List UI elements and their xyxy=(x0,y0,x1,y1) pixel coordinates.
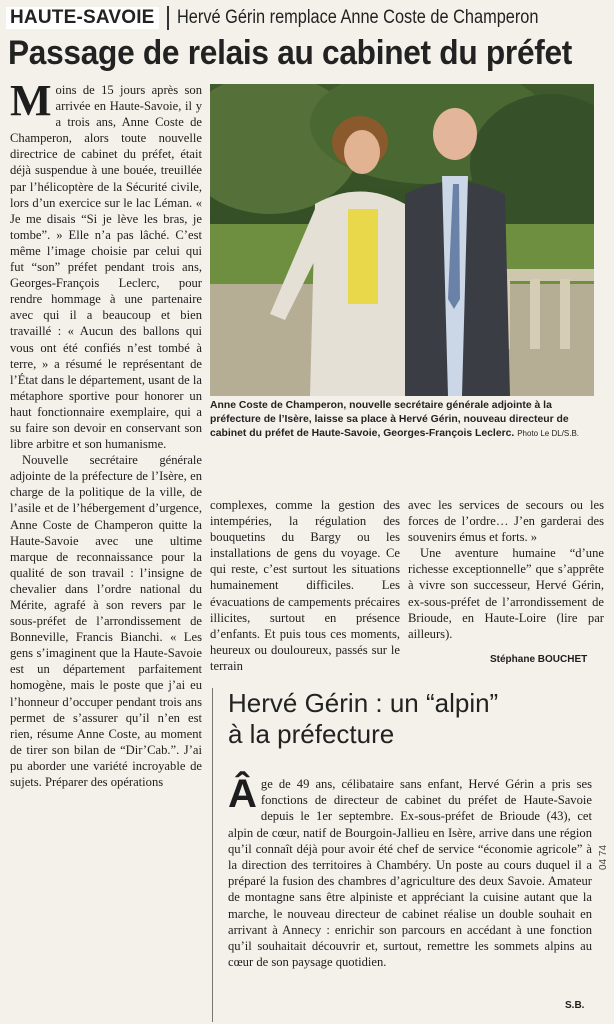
article-column-1 xyxy=(10,76,202,790)
headline: Passage de relais au cabinet du préfet xyxy=(8,34,573,72)
article-column-3 xyxy=(408,497,604,642)
photo-caption xyxy=(210,399,600,441)
article-photo xyxy=(210,84,594,396)
photo-caption-text: Anne Coste de Champeron, nouvelle secrétaire générale adjointe à la préfecture de l’Isère, laisse sa place à Hervé Gérin, nouveau directeur de cabinet du préfet de Haute-Savoie, Georges-François Leclerc. xyxy=(210,400,569,439)
box-dropcap: Â xyxy=(228,772,257,816)
article-paragraph-text: oins de 15 jours après son arrivée en Haute-Savoie, il y a trois ans, Anne Coste de Champeron, alors toute nouvelle directrice de cabinet du préfet, était déjà suspendue à une bouée, treuillée par l’hélicoptère de la Sécurité civile, lors d’un exercice sur le lac Léman. « Je me disais “Si je lève les bras, je tombe”. » Elle n’a pas lâché. C’est même l’image choisie par celui qui fut “son” préfet pendant trois ans, Georges-François Leclerc, pour rendre hommage à une partenaire avec qui il a beaucoup et bien travaillé : « Aucun des ballons qui vous ont été confiés n’est tombé à terre, » a résumé le représentant de l’État dans le département, usant de la métaphore sportive pour honorer un haut fonctionnaire exemplaire, qui a su faire son devoir en conservant son libre arbitre et son humanisme. xyxy=(10,83,202,452)
article-dropcap: M xyxy=(10,76,52,125)
photo-credit: Photo Le DL/S.B. xyxy=(517,429,580,438)
page-stamp: 04 74 xyxy=(598,844,609,870)
box-text xyxy=(228,772,592,970)
rubric-label: HAUTE-SAVOIE xyxy=(6,7,159,29)
article-author: Stéphane BOUCHET xyxy=(490,654,588,665)
box-title-line-2: à la préfecture xyxy=(228,719,395,749)
article-paragraph xyxy=(10,76,202,452)
box-title xyxy=(228,688,498,750)
rubric xyxy=(6,4,597,32)
rubric-subtitle: Hervé Gérin remplace Anne Coste de Champeron xyxy=(176,7,539,28)
rubric-divider xyxy=(167,6,169,30)
article-paragraph: complexes, comme la gestion des intempéries, la régulation des bouquetins du Bargy ou les installations de gens du voyage. Ce qui reste, c’est surtout les situations humainement difficiles. Les évacuations de campements précaires illicites, surtout en présence d’enfants. Et puis tous ces moments, heureux ou douloureux, passés sur le terrain xyxy=(210,498,400,673)
article-paragraph: Une aventure humaine “d’une richesse exceptionnelle” que s’apprête à vivre son successeur, Hervé Gérin, ex-sous-préfet de l’arrondissement de Brioude, en Haute-Loire (lire par ailleurs). xyxy=(408,546,604,641)
box-title-line-1: Hervé Gérin : un “alpin” xyxy=(228,688,499,718)
article-column-2 xyxy=(210,497,400,674)
box-paragraph: ge de 49 ans, célibataire sans enfant, Hervé Gérin a pris ses fonctions de directeur de cabinet du préfet de Haute-Savoie depuis le 1er septembre. Ex-sous-préfet de Brioude (43), cet alpin de cœur, natif de Bourgoin-Jallieu en Isère, arrive dans une région qu’il connaît déjà pour avoir été chef de service “économie agricole” à la direction des territoires à Chambéry. Un poste au cours duquel il a préparé la fusion des chambres d’agriculture des deux Savoie. Amateur de montagne sans être alpiniste et appréciant la cuisine autant que la marche, le nouveau directeur de cabinet réalise un double souhait en arrivant à Annecy : enrichir son parcours en accédant à une fonction qu’il souhaitait découvrir et, surtout, remettre les sommets alpins au cœur de son paysage quotidien. xyxy=(228,777,592,970)
box-signature: S.B. xyxy=(565,1000,585,1011)
photo-two-people-in-park xyxy=(210,84,594,396)
article-paragraph: avec les services de secours ou les forces de l’ordre… J’en garderai des souvenirs émus et forts. » xyxy=(408,498,604,545)
article-paragraph: Nouvelle secrétaire générale adjointe de la préfecture de l’Isère, en charge de la politique de la ville, de l’asile et de l’hébergement d’urgence, Anne Coste de Champeron quitte la Haute-Savoie avec une ultime marque de reconnaissance pour la qualité de son travail : l’insigne de chevalier dans l’ordre national du Mérite, agrafé à son revers par le sous-préfet de l’arrondissement de Bonneville, Francis Bianchi. « Les gens s’imaginent que la Haute-Savoie est un département parfaitement homogène, mais le poste que j’ai eu l’honneur d’occuper pendant trois ans permet de s’assurer qu’il n’en est rien, résume Anne Coste, au moment de tirer son bilan de “Dir’Cab.”. J’ai pu aborder une variété incroyable de sujets. Préparer des opérations xyxy=(10,453,202,790)
box-divider xyxy=(212,688,213,1022)
